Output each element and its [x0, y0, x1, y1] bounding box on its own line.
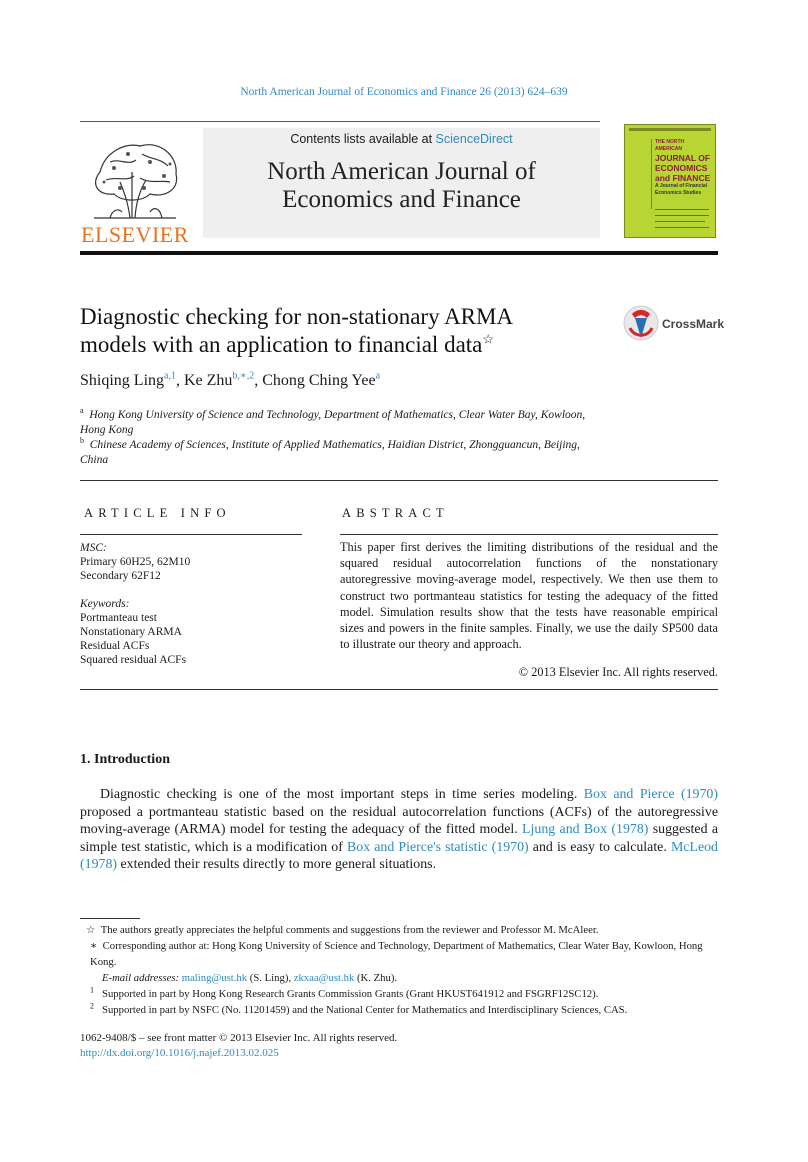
journal-title [203, 158, 600, 214]
affiliation-text: Hong Kong University of Science and Technology, Department of Mathematics, Clear Water Bay, Kowloon, Hong Kong [80, 409, 586, 436]
masthead-thick-rule [80, 251, 718, 255]
author-affil-sup[interactable]: a,1 [164, 370, 176, 382]
elsevier-wordmark: ELSEVIER [81, 222, 189, 247]
email-link[interactable]: zkxaa@ust.hk [293, 972, 355, 984]
section-heading-introduction: 1. Introduction [80, 752, 170, 767]
msc-item: Primary 60H25, 62M10 [80, 556, 191, 568]
abstract-copyright: © 2013 Elsevier Inc. All rights reserved. [518, 665, 718, 679]
author-name[interactable]: Shiqing Ling [80, 372, 165, 389]
ref-link[interactable]: Box and Pierce (1970) [583, 787, 718, 802]
issn-line: 1062-9408/$ – see front matter © 2013 Elsevier Inc. All rights reserved. [80, 1032, 398, 1044]
author-name[interactable]: Chong Ching Yee [262, 372, 376, 389]
journal-title-line1: North American Journal of [267, 158, 536, 185]
article-info-heading: ARTICLE INFO [84, 506, 231, 520]
footnote-text: Supported in part by Hong Kong Research Grants Commission Grants (Grant HKUST641912 and FSGRF12SC12). [102, 988, 599, 1000]
footnote-emails [80, 970, 718, 986]
ref-link[interactable]: Ljung and Box (1978) [522, 822, 649, 838]
footnote-corresponding [80, 938, 718, 970]
article-info-body [80, 541, 302, 667]
journal-masthead [203, 128, 600, 238]
crossmark-label: CrossMark [662, 317, 725, 331]
journal-cover-thumbnail[interactable] [624, 124, 716, 238]
footnote-mark: 1 [90, 985, 94, 995]
cover-line-1: THE NORTH AMERICAN [655, 139, 685, 152]
contents-prefix: Contents lists available at [290, 132, 436, 146]
intro-text: extended their results directly to more general situations. [117, 857, 437, 873]
author-list: Shiqing Ling$^{a,1}$, Ke Zhu$^{b,∗,2}$, Chong Ching Yee$^a$ [80, 370, 381, 389]
abstract-text: This paper first derives the limiting distributions of the residual and the squared residual autocorrelation functions of the nonstationary autoregressive moving-average model, respectively. We then use them to construct two portmanteau statistics for testing the adequacy of the fitted model. Simulation results show that the tests have reasonable empirical sizes and powers in the finite samples. Finally, we use the daily SP500 data to illustrate our theory and approach. [340, 540, 718, 652]
intro-text: Diagnostic checking is one of the most important steps in time series modeling. [100, 787, 584, 802]
footnote-text: Supported in part by NSFC (No. 11201459) and the National Center for Mathematics and Interdisciplinary Sciences, CAS. [102, 1004, 628, 1016]
footnote-mark: ∗ [90, 940, 98, 952]
footnote-rule [80, 918, 140, 919]
section-rule [80, 480, 718, 481]
email-owner: (S. Ling), [247, 972, 294, 984]
footnote-1 [80, 986, 718, 1002]
footnote-star [80, 922, 718, 938]
header-rule [80, 121, 600, 122]
msc-item: Secondary 62F12 [80, 570, 161, 582]
introduction-paragraph [80, 786, 718, 874]
contents-line [203, 132, 600, 146]
msc-label: MSC: [80, 542, 107, 554]
crossmark-icon [622, 304, 660, 342]
keyword-item: Nonstationary ARMA [80, 626, 182, 638]
footnotes [80, 922, 718, 1018]
abstract-end-rule [80, 689, 718, 690]
journal-citation[interactable]: North American Journal of Economics and Finance 26 (2013) 624–639 [240, 86, 568, 98]
intro-text: proposed a portmanteau statistic based on the residual autocorrelation functions (ACFs) of the autoregressive moving-average (ARMA) model for testing the adequacy of the fitted model. [80, 804, 718, 838]
footnote-mark: ☆ [86, 924, 96, 936]
doi-link[interactable]: http://dx.doi.org/10.1016/j.najef.2013.02.025 [80, 1046, 279, 1059]
ref-link[interactable]: Box and Pierce's statistic (1970) [346, 839, 529, 855]
issn-block [80, 1031, 397, 1060]
affiliation-b [80, 438, 600, 468]
author-name[interactable]: Ke Zhu [183, 372, 233, 389]
keyword-item: Squared residual ACFs [80, 654, 187, 666]
intro-text: suggested a simple test statistic, which is a modification of [80, 822, 718, 855]
abstract-rule [340, 534, 718, 535]
footnote-text: The authors greatly appreciates the helpful comments and suggestions from the reviewer and Professor M. McAleer. [100, 924, 599, 936]
article-info-rule [80, 534, 302, 535]
affiliation-a [80, 408, 600, 438]
ref-link[interactable]: McLeod (1978) [80, 839, 718, 873]
keyword-item: Portmanteau test [80, 612, 157, 624]
article-title [80, 303, 600, 359]
email-label: E-mail addresses: [102, 972, 180, 984]
article-title-line2-text: models with an application to financial data [80, 332, 483, 357]
email-owner: (K. Zhu). [354, 972, 398, 984]
keyword-item: Residual ACFs [80, 640, 150, 652]
affiliation-label: b [80, 436, 84, 446]
footnote-text: Corresponding author at: Hong Kong University of Science and Technology, Department of Mathematics, Clear Water Bay, Kowloon, Hong Kong. [90, 940, 703, 968]
journal-title-line2: Economics and Finance [282, 186, 521, 213]
cover-line-6: Economics Studies [655, 190, 702, 196]
footnote-mark: 2 [90, 1001, 94, 1011]
article-title-line2 [80, 331, 600, 359]
author-affil-sup[interactable]: a [375, 370, 381, 382]
cover-line-4: and FINANCE [655, 173, 711, 183]
keywords-label: Keywords: [80, 598, 130, 610]
cover-line-2: JOURNAL OF [655, 153, 711, 163]
abstract-heading: ABSTRACT [342, 506, 449, 520]
cover-line-5: A Journal of Financial [655, 183, 708, 189]
affiliation-text: Chinese Academy of Sciences, Institute of Applied Mathematics, Haidian District, Zhongguancun, Beijing, China [80, 439, 580, 466]
title-footnote-star[interactable]: ☆ [482, 331, 495, 347]
affiliation-label: a [80, 406, 84, 416]
email-link[interactable]: maling@ust.hk [181, 972, 248, 984]
cover-line-3: ECONOMICS [655, 163, 708, 173]
footnote-2 [80, 1002, 718, 1018]
intro-text: and is easy to calculate. [528, 839, 671, 855]
sciencedirect-link[interactable]: ScienceDirect [435, 132, 513, 146]
article-title-line1: Diagnostic checking for non-stationary ARMA [80, 304, 514, 329]
author-affil-sup[interactable]: b,∗,2 [232, 370, 255, 382]
crossmark-badge[interactable] [622, 304, 732, 344]
